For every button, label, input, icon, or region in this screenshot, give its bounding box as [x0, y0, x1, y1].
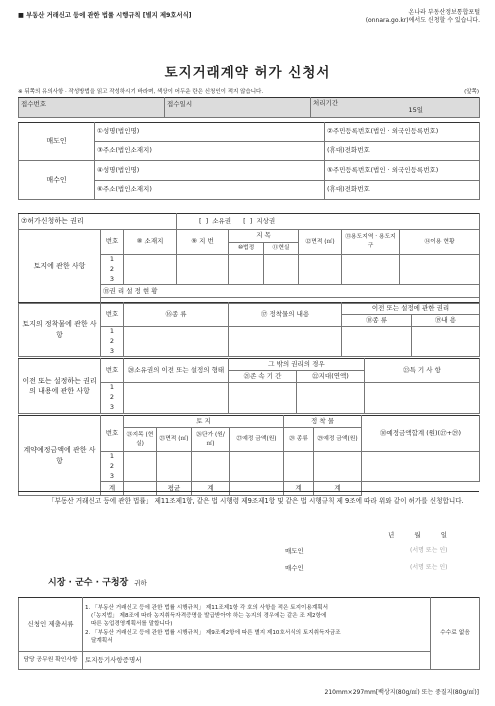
addressee-suffix: 귀하: [134, 579, 147, 587]
buyer-reg-field[interactable]: ⑤주민등록번호(법인 · 외국인등록번호): [325, 161, 480, 181]
area-header: ⑫면적 (㎡): [299, 230, 342, 255]
form-header: [18, 9, 480, 33]
jimok-legal-cell[interactable]: [229, 255, 264, 285]
fixture-row-numbers: [101, 327, 124, 357]
seller-signer-label: 매도인: [285, 547, 304, 555]
party-table: [18, 122, 480, 200]
official-label: 담당 공무원 확인사항: [19, 652, 83, 670]
seller-name-field[interactable]: ①성명(법인명): [95, 123, 325, 142]
row-number: 3: [109, 274, 115, 283]
row-number: 2: [109, 461, 115, 470]
avg-label: 평균: [157, 482, 192, 496]
fixture-amount-cell[interactable]: [314, 452, 362, 482]
row-number: 2: [109, 336, 115, 345]
official-content: 토지등기사항증명서: [83, 652, 431, 670]
row-number: 3: [109, 402, 115, 411]
buyer-label: 매수인: [19, 161, 95, 200]
sum-total-label: 계: [314, 482, 362, 496]
total-cell[interactable]: [362, 452, 480, 482]
page-side: (앞쪽): [464, 89, 479, 95]
price-area-header: ㉕면적 (㎡): [157, 428, 192, 452]
addressee-main: 시장 · 군수 · 구청장: [48, 578, 129, 588]
docs-item-1b: (「농지법」 제8조에 따라 농지취득자격증명을 발급받아야 하는 농지의 경우에는 같은 조 제2항에: [91, 613, 327, 620]
docs-item-2: 2. 「부동산 거래신고 등에 관한 법률 시행규칙」 제9조제2항에 따른 별지 제10호서식의 토지취득자금조: [85, 629, 341, 636]
zone-cell[interactable]: [342, 255, 400, 285]
ownership-checkbox[interactable]: [ ] 소유권: [199, 216, 232, 225]
transfer-form-cell[interactable]: [124, 383, 229, 414]
fixture-kind-cell[interactable]: [124, 327, 229, 357]
sum-fixture-label: 계: [284, 482, 314, 496]
use-header: ⑭이용 현황: [400, 230, 480, 255]
row-number: 1: [109, 452, 115, 460]
price-jimok-cell[interactable]: [124, 452, 157, 482]
prev-kind-cell[interactable]: [342, 327, 412, 357]
month-label: 월: [414, 531, 421, 539]
seller-phone-field[interactable]: (휴대)전화번호: [325, 142, 480, 161]
fixture-kind-header: ⑯종 류: [124, 303, 229, 327]
rights-setting-status[interactable]: ⑮권 리 설 정 현 황: [101, 285, 480, 298]
buyer-signature[interactable]: (서명 또는 인): [410, 564, 448, 571]
form-title: 토지거래계약 허가 신청서: [164, 65, 331, 81]
jimok-legal-header: ⑩법정: [229, 243, 264, 255]
special-notes-cell[interactable]: [365, 383, 480, 414]
jimok-header: 지 목: [229, 230, 299, 243]
paper-spec: 210mm×297mm[백상지(80g/㎡) 또는 중질지(80g/㎡)]: [324, 689, 479, 696]
land-amount-header: ㉗예정 금액(원): [230, 428, 284, 452]
zone-header: ⑬용도지역 · 용도지구: [342, 230, 400, 255]
row-number: 1: [109, 383, 115, 392]
docs-label: 신청인 제출서류: [19, 598, 83, 652]
price-row-numbers: [101, 452, 124, 482]
rent-cell[interactable]: [297, 383, 365, 414]
row-number: 2: [109, 393, 115, 402]
lot-header: ⑨ 지 번: [177, 230, 229, 255]
row-number: 3: [109, 346, 115, 355]
receipt-date: 접수일시: [165, 98, 311, 118]
other-rights-header: 그 밖의 권리의 경우: [229, 359, 365, 371]
year-label: 년: [388, 531, 395, 539]
price-area-cell[interactable]: [157, 452, 192, 482]
addressee: [48, 578, 147, 588]
fixture-content-cell[interactable]: [229, 327, 342, 357]
rights-options: [177, 214, 480, 230]
docs-item-2b: 달계획서: [91, 637, 113, 644]
buyer-address-field[interactable]: ⑥주소(법인소재지): [95, 181, 325, 200]
buyer-phone-field[interactable]: (휴대)전화번호: [325, 181, 480, 200]
fixture-table: [18, 302, 480, 357]
portal-line-2: (onnara.go.kr)에서도 신청할 수 있습니다.: [365, 17, 480, 25]
row-number: 1: [109, 327, 115, 335]
land-num-header: 번호: [101, 230, 124, 255]
prev-content-cell[interactable]: [412, 327, 480, 357]
total-header: ㉚예정금액합계 (원)(㉗+㉙): [362, 416, 480, 452]
price-label: 계약예정금액에 관한 사항: [19, 416, 101, 496]
transfer-row-numbers: [101, 383, 124, 414]
land-price-header: 토 지: [124, 416, 284, 428]
instruction-note: ※ 뒤쪽의 유의사항 · 작성방법을 읽고 작성하시기 바라며, 색상이 어두운 란은 신청인이 적지 않습니다.: [18, 89, 264, 95]
seller-signature[interactable]: (서명 또는 인): [410, 547, 448, 554]
buyer-signer-label: 매수인: [285, 564, 304, 572]
day-label: 일: [440, 531, 447, 539]
duration-header: ㉑존 속 기 간: [229, 371, 297, 383]
docs-list: [83, 598, 431, 652]
seller-label: 매도인: [19, 123, 95, 161]
land-label: 토지에 관한 사항: [19, 230, 101, 304]
prev-content-header: ⑲내 용: [412, 315, 480, 327]
declaration-text: 「부동산 거래신고 등에 관한 법률」 제11조제1항, 같은 법 시행령 제9조제1항 및 같은 법 시행규칙 제 9조에 따라 위와 같이 허가를 신청합니다.: [48, 497, 464, 505]
fixture-kind-price-cell[interactable]: [284, 452, 314, 482]
law-reference: ■ 부동산 거래신고 등에 관한 법률 시행규칙 [별지 제9호서식]: [18, 12, 192, 19]
land-row-numbers: [101, 255, 124, 285]
duration-cell[interactable]: [229, 383, 297, 414]
processing-period-label: 처리기간: [313, 99, 339, 107]
fee-label: 수수료 없음: [431, 598, 480, 670]
jimok-actual-cell[interactable]: [264, 255, 299, 285]
rent-header: ㉒지대(연액): [297, 371, 365, 383]
application-date[interactable]: [388, 532, 447, 539]
sum-fixture-kind-cell[interactable]: [230, 482, 284, 496]
fixture-num-header: 번호: [101, 303, 124, 327]
processing-period-value: 15일: [408, 106, 423, 114]
row-number: 1: [109, 255, 115, 263]
land-amount-cell[interactable]: [230, 452, 284, 482]
use-cell[interactable]: [400, 255, 480, 285]
fixture-label: 토지의 정착물에 관한 사항: [19, 303, 101, 357]
prev-kind-header: ⑱종 류: [342, 315, 412, 327]
price-jimok-header: ㉔지목 (현실): [124, 428, 157, 452]
land-table: [18, 213, 480, 304]
jimok-actual-header: ⑪현실: [264, 243, 299, 255]
portal-notice: [366, 9, 480, 25]
unit-price-header: ㉖단가 (원/㎡): [192, 428, 230, 452]
sum-amount-label: 계: [192, 482, 230, 496]
buyer-name-field[interactable]: ④성명(법인명): [95, 161, 325, 181]
lot-cell[interactable]: [177, 255, 229, 285]
sum-area-cell[interactable]: [124, 482, 157, 496]
location-header: ⑧ 소재지: [124, 230, 177, 255]
superficies-checkbox[interactable]: [ ] 지상권: [243, 216, 276, 225]
special-notes-header: ㉓특 기 사 항: [365, 359, 480, 383]
receipt-table: [18, 97, 480, 118]
price-table: [18, 415, 480, 496]
row-number: 2: [109, 264, 115, 273]
location-cell[interactable]: [124, 255, 177, 285]
area-cell[interactable]: [299, 255, 342, 285]
fixture-kind-price-header: ㉘ 종류: [284, 428, 314, 452]
transfer-form-header: ⑳소유권의 이전 또는 설정의 형태: [124, 359, 229, 383]
processing-period: [311, 98, 480, 118]
rights-label: ⑦허가신청하는 권리: [19, 214, 177, 230]
unit-price-cell[interactable]: [192, 452, 230, 482]
row-number: 3: [109, 471, 115, 480]
prev-rights-header: 이전 또는 설정에 관한 권리: [342, 303, 480, 315]
documents-table: [18, 597, 480, 670]
docs-item-1c: 따른 농업경영계획서를 말합니다): [91, 621, 173, 628]
seller-reg-field[interactable]: ②주민등록번호(법인 · 외국인등록번호): [325, 123, 480, 142]
fixture-price-header: 정 착 물: [284, 416, 362, 428]
receipt-number: 접수번호: [19, 98, 165, 118]
transfer-label: 이전 또는 설정하는 권리의 내용에 관한 사항: [19, 359, 101, 414]
docs-item-1: 1. 「부동산 거래신고 등에 관한 법률 시행규칙」 제11조제1항 각 호의 사항을 적은 토지이용계획서: [85, 605, 329, 612]
fixture-amount-header: ㉙예정 금액(원): [314, 428, 362, 452]
sum-label: 계: [101, 482, 124, 496]
portal-line-1: 온나라 부동산정보통합포털: [408, 9, 480, 16]
transfer-table: [18, 358, 480, 414]
seller-address-field[interactable]: ③주소(법인소재지): [95, 142, 325, 161]
fixture-content-header: ⑰ 정착물의 내용: [229, 303, 342, 327]
transfer-num-header: 번호: [101, 359, 124, 383]
section-divider: [18, 491, 479, 492]
price-num-header: 번호: [101, 416, 124, 452]
